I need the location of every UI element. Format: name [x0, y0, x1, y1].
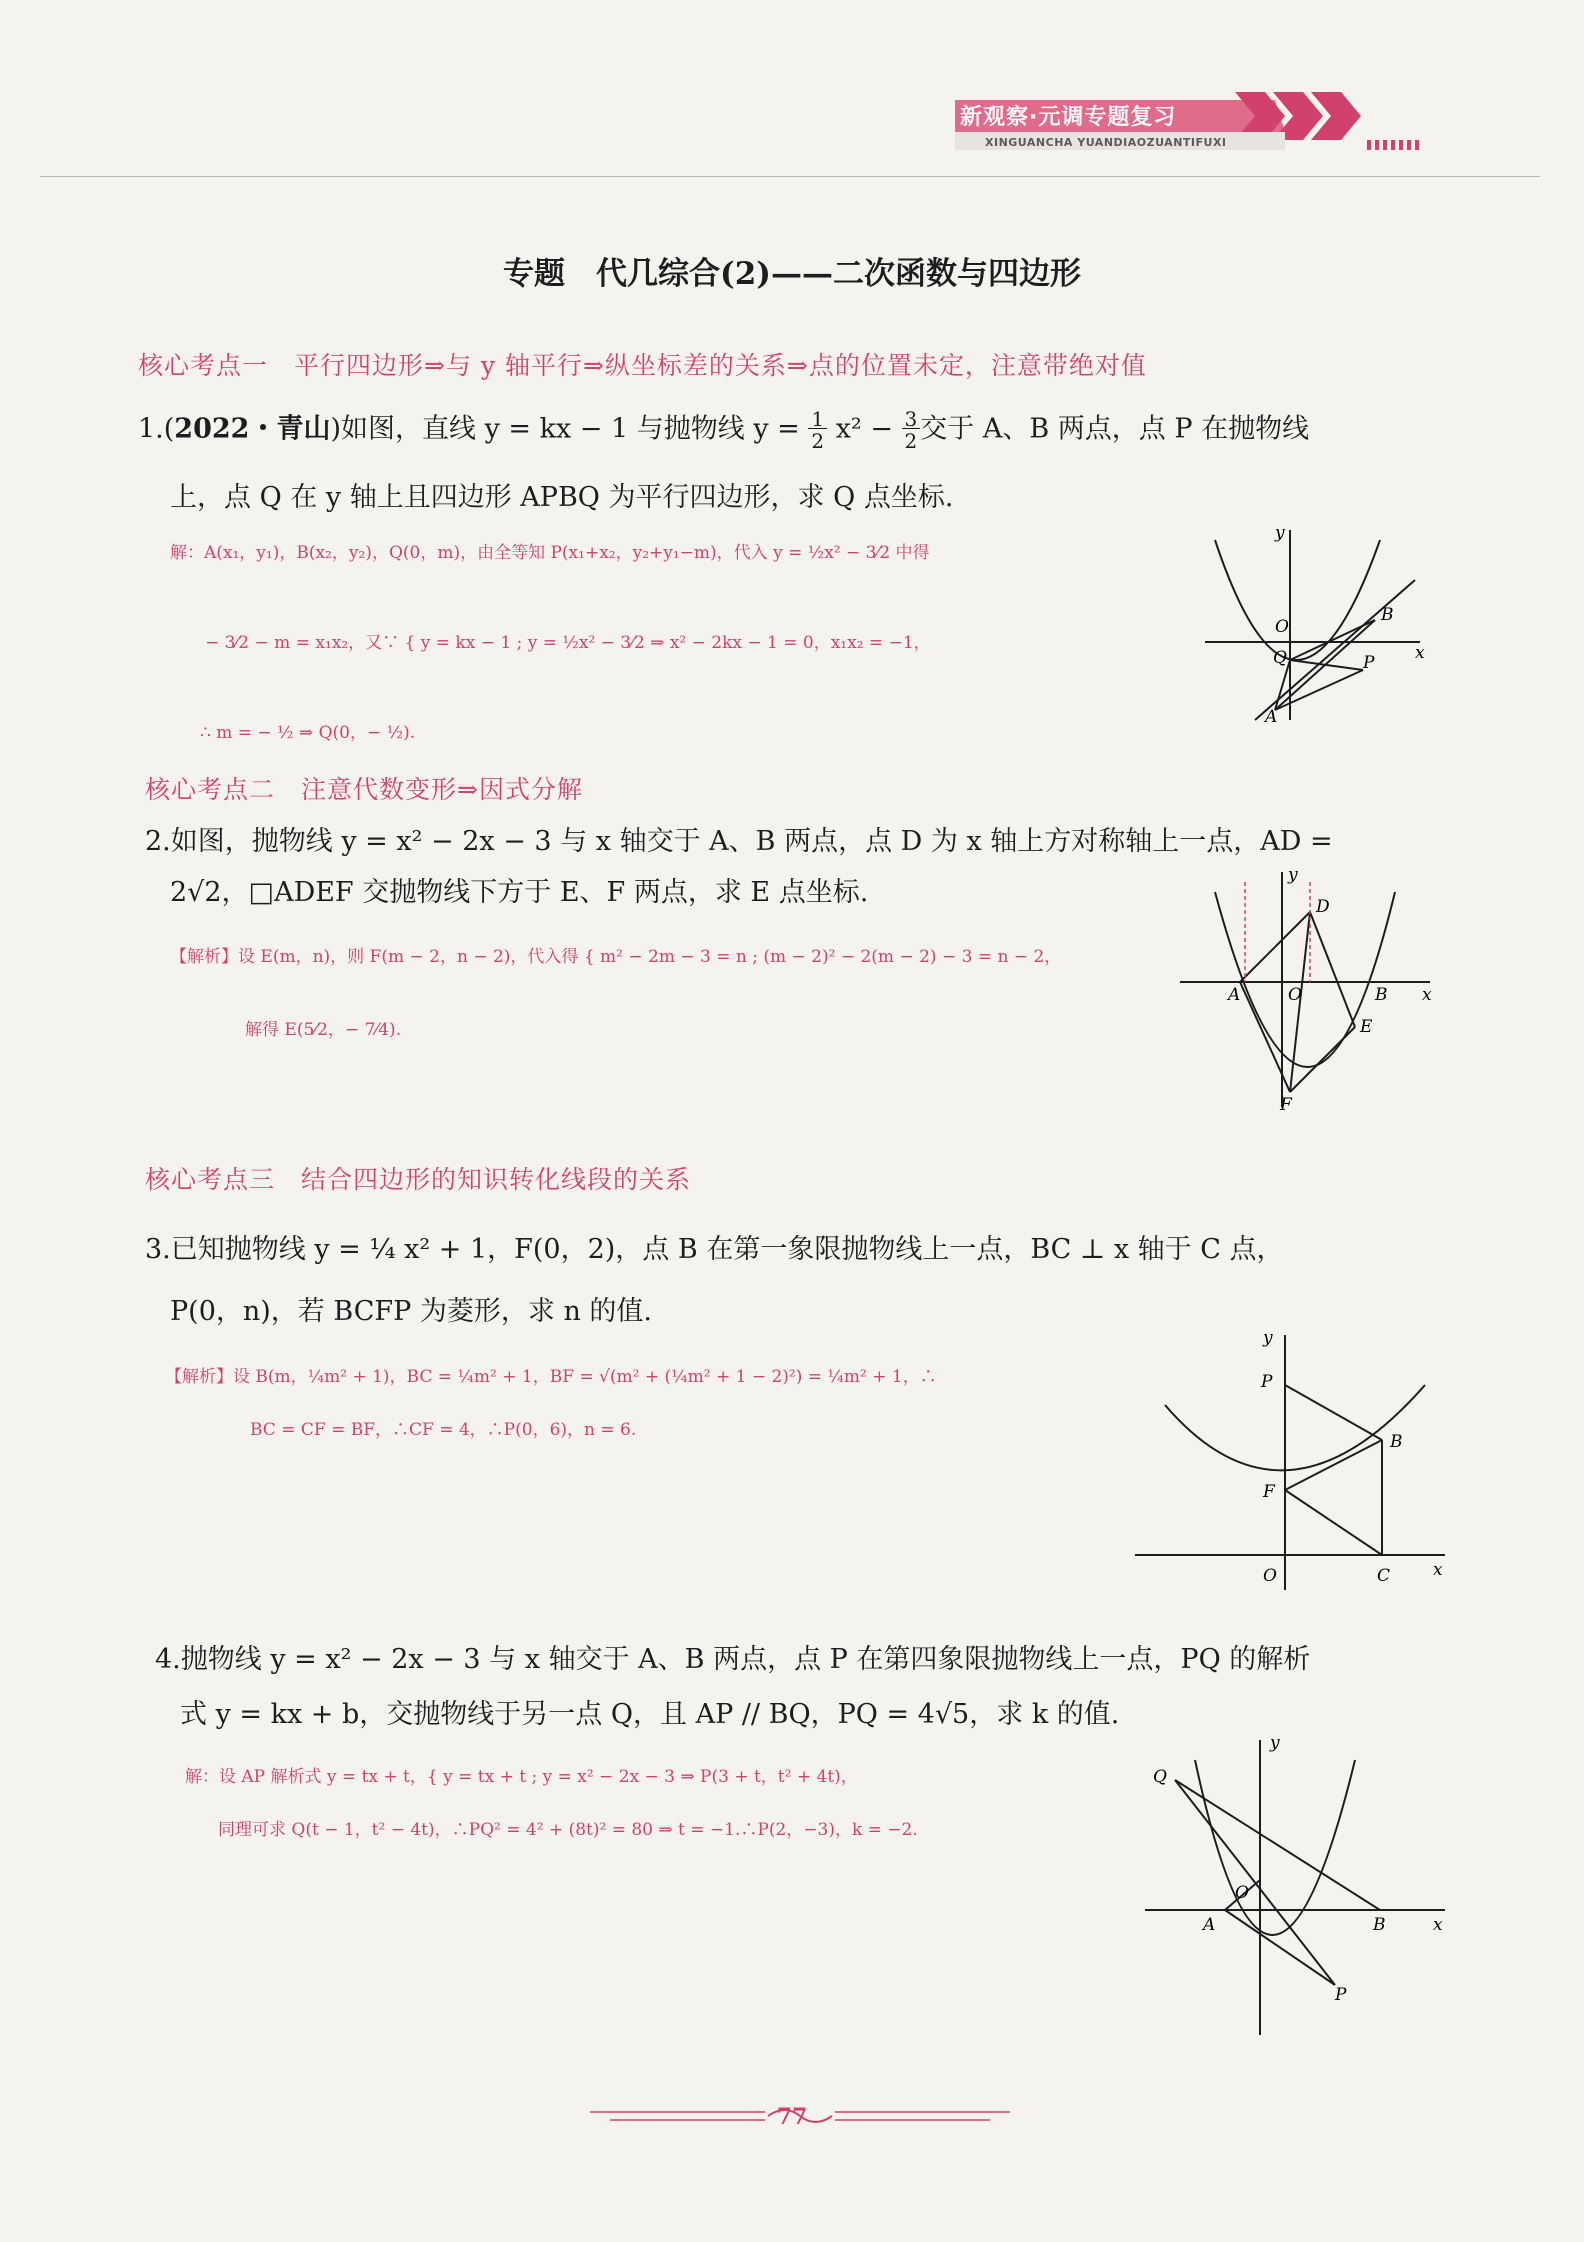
question-1-line-2: 上，点 Q 在 y 轴上且四边形 APBQ 为平行四边形，求 Q 点坐标. — [170, 482, 954, 513]
figure-2 — [1170, 862, 1440, 1112]
q2-solution-1: 【解析】设 E(m，n)，则 F(m − 2，n − 2)，代入得 { m² − 2m − 3 = n ; (m − 2)² − 2(m − 2) − 3 = n − 2， — [170, 947, 1062, 967]
fig1-label-q: Q — [1273, 648, 1287, 668]
fig2-label-o: O — [1288, 985, 1302, 1005]
fig4-label-o: O — [1235, 1883, 1249, 1903]
page-number: 77 — [776, 2104, 808, 2130]
question-4-line-1: 4.抛物线 y = x² − 2x − 3 与 x 轴交于 A、B 两点，点 P 在第四象限抛物线上一点，PQ 的解析 — [155, 1644, 1311, 1675]
fig3-label-p: P — [1261, 1372, 1273, 1392]
fig2-label-f: F — [1280, 1095, 1292, 1112]
fig4-label-a: A — [1203, 1915, 1216, 1935]
fig2-label-x: x — [1422, 985, 1432, 1005]
q4-solution-1: 解：设 AP 解析式 y = tx + t，{ y = tx + t ; y = x² − 2x − 3 ⇒ P(3 + t，t² + 4t)， — [185, 1767, 858, 1787]
fig3-label-f: F — [1263, 1482, 1275, 1502]
fig1-label-x: x — [1415, 643, 1425, 663]
fig1-label-y: y — [1275, 523, 1285, 543]
question-1-line-1 — [138, 408, 1309, 452]
fig3-label-o: O — [1263, 1566, 1277, 1586]
q1-prefix: 1.( — [138, 413, 175, 445]
q3-solution-2: BC = CF = BF，∴CF = 4，∴P(0，6)，n = 6. — [250, 1420, 637, 1440]
q2-solution-2: 解得 E(5⁄2，− 7⁄4). — [245, 1020, 402, 1040]
q4-solution-2: 同理可求 Q(t − 1，t² − 4t)，∴PQ² = 4² + (8t)² = 80 ⇒ t = −1.∴P(2，−3)，k = −2. — [218, 1820, 918, 1840]
fig3-label-y: y — [1263, 1328, 1273, 1348]
fig3-label-x: x — [1433, 1560, 1443, 1580]
fig2-label-d: D — [1316, 897, 1330, 917]
fig4-label-y: y — [1270, 1733, 1280, 1753]
question-2-line-1: 2.如图，抛物线 y = x² − 2x − 3 与 x 轴交于 A、B 两点，点 D 为 x 轴上方对称轴上一点，AD = — [145, 826, 1333, 857]
q1-solution-1: 解：A(x₁，y₁)，B(x₂，y₂)，Q(0，m)，由全等知 P(x₁+x₂，y₂+y₁−m)，代入 y = ½x² − 3⁄2 中得 — [170, 543, 930, 563]
fig4-label-p: P — [1335, 1985, 1347, 2005]
q3-solution-1: 【解析】设 B(m，¼m² + 1)，BC = ¼m² + 1，BF = √(m² + (¼m² + 1 − 2)²) = ¼m² + 1，∴ — [165, 1367, 937, 1387]
key-point-1: 核心考点一 平行四边形⇒与 y 轴平行⇒纵坐标差的关系⇒点的位置未定，注意带绝对值 — [138, 351, 1147, 380]
header-title: 新观察·元调专题复习 — [960, 105, 1177, 130]
fig1-label-b: B — [1381, 605, 1394, 625]
page-title: 专题 代几综合(2)——二次函数与四边形 — [503, 256, 1081, 292]
q1-solution-3: ∴ m = − ½ ⇒ Q(0，− ½). — [200, 723, 416, 743]
question-3-line-1: 3.已知抛物线 y = ¼ x² + 1，F(0，2)，点 B 在第一象限抛物线上一点，BC ⊥ x 轴于 C 点， — [145, 1234, 1284, 1265]
fig4-label-q: Q — [1153, 1767, 1167, 1787]
figure-4 — [1135, 1730, 1455, 2040]
fig2-label-y: y — [1288, 865, 1298, 885]
fig2-label-b: B — [1375, 985, 1388, 1005]
q1-text-a: )如图，直线 y = kx − 1 与抛物线 y = — [330, 413, 809, 445]
figure-3 — [1125, 1325, 1455, 1595]
q1-source: 2022・青山 — [174, 413, 331, 445]
header-rule — [40, 176, 1540, 177]
key-point-2: 核心考点二 注意代数变形⇒因式分解 — [145, 775, 583, 804]
question-3-line-2: P(0，n)，若 BCFP 为菱形，求 n 的值. — [170, 1296, 653, 1327]
fig3-label-b: B — [1390, 1432, 1403, 1452]
q1-solution-2: − 3⁄2 − m = x₁x₂，又∵ { y = kx − 1 ; y = ½x² − 3⁄2 ⇒ x² − 2kx − 1 = 0，x₁x₂ = −1， — [205, 633, 931, 653]
key-point-3: 核心考点三 结合四边形的知识转化线段的关系 — [145, 1165, 692, 1194]
question-4-line-2: 式 y = kx + b，交抛物线于另一点 Q，且 AP // BQ，PQ = 4√5，求 k 的值. — [180, 1699, 1120, 1730]
fig1-label-a: A — [1265, 707, 1278, 727]
fig1-label-p: P — [1363, 653, 1375, 673]
fig4-label-b: B — [1373, 1915, 1386, 1935]
question-2-line-2: 2√2，□ADEF 交抛物线下方于 E、F 两点，求 E 点坐标. — [170, 877, 869, 908]
q1-text-c: 交于 A、B 两点，点 P 在抛物线 — [920, 413, 1310, 445]
fraction-three-halves: 3 2 — [902, 408, 921, 452]
header-subtitle: XINGUANCHA YUANDIAOZUANTIFUXI — [985, 136, 1227, 149]
figure-1 — [1195, 520, 1445, 740]
q1-text-b: x² − — [827, 413, 902, 445]
fig1-label-o: O — [1275, 617, 1289, 637]
fig3-label-c: C — [1377, 1566, 1391, 1586]
fig2-label-a: A — [1228, 985, 1241, 1005]
fraction-half: 1 2 — [808, 408, 827, 452]
fig4-label-x: x — [1433, 1915, 1443, 1935]
fig2-label-e: E — [1360, 1017, 1373, 1037]
